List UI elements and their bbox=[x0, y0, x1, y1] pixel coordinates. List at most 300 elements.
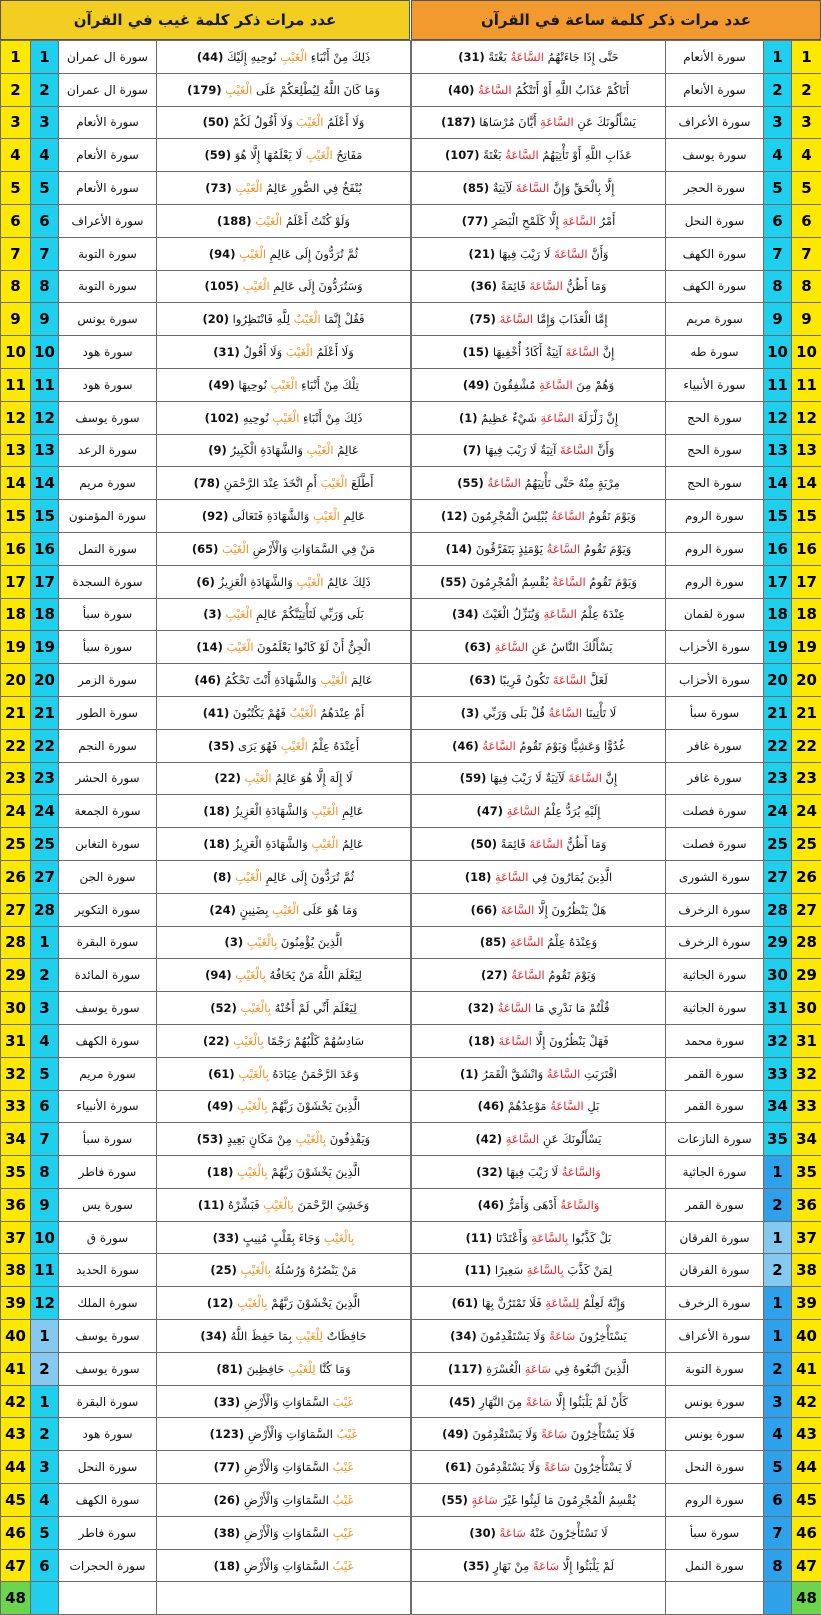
table-row bbox=[1, 664, 411, 697]
ayah-text bbox=[412, 237, 666, 270]
ayah-keyword: الْغَيْبَ bbox=[227, 640, 254, 654]
surah-name: سورة سبأ bbox=[666, 696, 764, 729]
ayah-pre: وَعَدَ الرَّحْمَنُ عِبَادَهُ bbox=[269, 1067, 359, 1081]
ayah-text bbox=[157, 926, 411, 959]
ayah-keyword: السَّاعَةَ bbox=[560, 443, 594, 457]
ayah-pre: تِلْكَ مِنْ أَنْبَاءِ bbox=[298, 378, 359, 392]
ayah-text bbox=[157, 729, 411, 762]
ayah-post: السَّمَاوَاتِ وَالْأَرْضِ bbox=[244, 1493, 333, 1507]
group-index: 9 bbox=[31, 303, 59, 336]
group-index: 2 bbox=[31, 73, 59, 106]
ayah-pre: يَسْأَلُونَكَ عَنِ bbox=[574, 115, 636, 129]
overall-index: 7 bbox=[1, 237, 31, 270]
ayah-keyword: سَاعَةً bbox=[541, 1427, 567, 1441]
overall-index: 27 bbox=[792, 893, 821, 926]
ayah-keyword: بِالْغَيْبِ bbox=[247, 935, 278, 949]
ayah-text bbox=[157, 1287, 411, 1320]
overall-index: 23 bbox=[792, 762, 821, 795]
surah-name: سورة النازعات bbox=[666, 1123, 764, 1156]
table-row bbox=[1, 368, 411, 401]
ayah-text bbox=[412, 172, 666, 205]
surah-name: سورة الأنعام bbox=[59, 139, 157, 172]
table-row bbox=[412, 959, 821, 992]
overall-index: 18 bbox=[792, 598, 821, 631]
group-index: 6 bbox=[31, 1549, 59, 1582]
ayah-ref: (92) bbox=[202, 509, 229, 523]
ayah-keyword: السَّاعَةَ bbox=[516, 181, 550, 195]
ayah-ref: (12) bbox=[207, 1296, 234, 1310]
ayah-keyword: السَّاعَةَ bbox=[568, 771, 602, 785]
group-index: 2 bbox=[764, 1188, 792, 1221]
ayah-pre: وَلَا أَعْلَمُ bbox=[313, 345, 354, 359]
group-index: 19 bbox=[31, 631, 59, 664]
overall-index: 4 bbox=[1, 139, 31, 172]
ayah-text bbox=[412, 1123, 666, 1156]
group-index: 25 bbox=[764, 828, 792, 861]
overall-index: 21 bbox=[1, 696, 31, 729]
ayah-text bbox=[157, 73, 411, 106]
ayah-text bbox=[157, 1484, 411, 1517]
group-index: 6 bbox=[764, 204, 792, 237]
ayah-pre: إِلَّا بِالْحَقِّ وَإِنَّ bbox=[549, 181, 614, 195]
ayah-pre: لَا تَأْتِينَا bbox=[582, 706, 616, 720]
ayah-keyword: بِالْغَيْبِ bbox=[324, 1231, 355, 1245]
ayah-keyword: السَّاعَةِ bbox=[562, 214, 596, 228]
group-index: 11 bbox=[764, 368, 792, 401]
ayah-text bbox=[157, 1156, 411, 1189]
ayah-ref: (49) bbox=[208, 378, 235, 392]
ayah-keyword: الْغَيْبِ bbox=[272, 411, 299, 425]
ayah-text bbox=[412, 73, 666, 106]
ayah-text bbox=[412, 1221, 666, 1254]
surah-name: سورة سبأ bbox=[666, 1516, 764, 1549]
surah-name: سورة الكهف bbox=[666, 237, 764, 270]
ayah-text bbox=[157, 106, 411, 139]
table-row bbox=[412, 828, 821, 861]
ayah-keyword: الْغَيْبِ bbox=[306, 148, 333, 162]
overall-index: 28 bbox=[1, 926, 31, 959]
ayah-ref: (53) bbox=[197, 1132, 224, 1146]
ayah-text bbox=[412, 828, 666, 861]
overall-index: 11 bbox=[1, 368, 31, 401]
surah-name: سورة الجن bbox=[59, 860, 157, 893]
table-row bbox=[412, 631, 821, 664]
ayah-ref: (63) bbox=[464, 640, 491, 654]
ayah-text bbox=[157, 1123, 411, 1156]
overall-index: 46 bbox=[792, 1516, 821, 1549]
table-row bbox=[1, 1418, 411, 1451]
ayah-pre: بَلَى وَرَبِّي لَتَأْتِيَنَّكُمْ عَالِمِ bbox=[252, 607, 363, 621]
ayah-keyword: بِالْغَيْبِ bbox=[241, 1263, 272, 1277]
overall-index: 31 bbox=[1, 1024, 31, 1057]
ayah-ref: (55) bbox=[457, 476, 484, 490]
group-index: 7 bbox=[31, 237, 59, 270]
ayah-pre: لِيَعْلَمَ أَنِّي لَمْ أَخُنْهُ bbox=[271, 1001, 357, 1015]
ayah-keyword: بِالْغَيْبِ bbox=[237, 1165, 268, 1179]
ayah-text bbox=[157, 237, 411, 270]
ayah-ref: (14) bbox=[446, 542, 473, 556]
overall-index: 8 bbox=[1, 270, 31, 303]
overall-index: 40 bbox=[1, 1320, 31, 1353]
overall-index: 28 bbox=[792, 926, 821, 959]
overall-index: 8 bbox=[792, 270, 821, 303]
ayah-pre: عَالِمُ bbox=[334, 443, 359, 457]
ayah-pre: قُلْتُمْ مَا نَدْرِي مَا bbox=[531, 1001, 609, 1015]
ayah-ref: (105) bbox=[204, 279, 239, 293]
overall-index: 47 bbox=[792, 1549, 821, 1582]
ayah-keyword: السَّاعَةُ bbox=[550, 1099, 584, 1113]
ayah-pre: إِنَّ زَلْزَلَةَ bbox=[574, 411, 618, 425]
ayah-keyword: الْغَيْبِ bbox=[235, 870, 262, 884]
ayah-keyword: السَّاعَةُ bbox=[552, 575, 586, 589]
group-index: 6 bbox=[764, 1484, 792, 1517]
surah-name: سورة يوسف bbox=[59, 992, 157, 1025]
ayah-text bbox=[157, 139, 411, 172]
ayah-post: مِنَ النَّهَارِ bbox=[479, 1395, 526, 1409]
overall-index: 16 bbox=[1, 532, 31, 565]
surah-name: سورة يوسف bbox=[59, 1352, 157, 1385]
group-index: 21 bbox=[764, 696, 792, 729]
ayah-keyword: الْغَيْبُ bbox=[294, 312, 321, 326]
surah-name: سورة غافر bbox=[666, 762, 764, 795]
table-row bbox=[1, 1516, 411, 1549]
ayah-post: وَجَاءَ بِقَلْبٍ مُنِيبٍ bbox=[243, 1231, 324, 1245]
surah-name: سورة الأنعام bbox=[666, 73, 764, 106]
table-row bbox=[1, 893, 411, 926]
overall-index: 10 bbox=[792, 336, 821, 369]
surah-name: سورة التوبة bbox=[666, 1352, 764, 1385]
ayah-text bbox=[412, 401, 666, 434]
overall-index: 21 bbox=[792, 696, 821, 729]
surah-name: سورة النجم bbox=[59, 729, 157, 762]
ayah-pre: إِلَيْهِ يُرَدُّ عِلْمُ bbox=[540, 804, 600, 818]
table-row bbox=[412, 467, 821, 500]
ayah-ref: (55) bbox=[440, 575, 467, 589]
group-index: 2 bbox=[31, 1352, 59, 1385]
overall-index: 14 bbox=[792, 467, 821, 500]
overall-index: 38 bbox=[1, 1254, 31, 1287]
ayah-pre: يُقْسِمُ الْمُجْرِمُونَ مَا لَبِثُوا غَيْرَ bbox=[498, 1493, 636, 1507]
ayah-text bbox=[157, 1057, 411, 1090]
surah-name: سورة النحل bbox=[59, 1451, 157, 1484]
group-index: 1 bbox=[764, 1320, 792, 1353]
ayah-pre: أَتَاكُمْ عَذَابُ اللَّهِ أَوْ أَتَتْكُمُ bbox=[512, 83, 630, 97]
ayah-text bbox=[157, 532, 411, 565]
ayah-ref: (46) bbox=[478, 1099, 505, 1113]
ayah-text bbox=[157, 1385, 411, 1418]
ayah-text bbox=[157, 1090, 411, 1123]
ayah-keyword: السَّاعَةُ bbox=[511, 968, 545, 982]
group-index: 8 bbox=[31, 270, 59, 303]
group-index: 1 bbox=[764, 1156, 792, 1189]
ayah-pre: الْجِنُّ أَنْ لَوْ كَانُوا يَعْلَمُونَ bbox=[254, 640, 371, 654]
ayah-pre: الَّذِينَ يُؤْمِنُونَ bbox=[277, 935, 342, 949]
overall-index: 39 bbox=[1, 1287, 31, 1320]
ayah-keyword: السَّاعَةَ bbox=[529, 279, 563, 293]
ghayb-table-panel bbox=[0, 0, 410, 1600]
group-index: 10 bbox=[31, 336, 59, 369]
group-index: 11 bbox=[31, 1254, 59, 1287]
ayah-text bbox=[157, 992, 411, 1025]
group-index: 20 bbox=[31, 664, 59, 697]
surah-name: سورة فصلت bbox=[666, 828, 764, 861]
ayah-keyword: الْغَيْبَ bbox=[296, 115, 323, 129]
ayah-text bbox=[412, 1320, 666, 1353]
group-index: 5 bbox=[764, 1451, 792, 1484]
ayah-keyword: لِلْغَيْبِ bbox=[295, 1329, 323, 1343]
overall-index: 27 bbox=[1, 893, 31, 926]
group-index: 2 bbox=[764, 73, 792, 106]
ayah-text bbox=[412, 1549, 666, 1582]
table-row bbox=[1, 303, 411, 336]
table-row bbox=[1, 139, 411, 172]
ayah-keyword: بِالْغَيْبِ bbox=[237, 1296, 268, 1310]
ayah-keyword: السَّاعَةُ bbox=[547, 1067, 581, 1081]
ayah-text bbox=[157, 1352, 411, 1385]
ayah-text bbox=[412, 598, 666, 631]
ayah-pre: يَسْتَأْخِرُونَ bbox=[575, 1329, 627, 1343]
ayah-post: فَهُمْ يَكْتُبُونَ bbox=[233, 706, 290, 720]
ayah-text bbox=[157, 598, 411, 631]
ayah-text bbox=[412, 139, 666, 172]
table-row bbox=[412, 1549, 821, 1582]
group-index: 8 bbox=[764, 1549, 792, 1582]
overall-index: 1 bbox=[1, 41, 31, 74]
group-index: 33 bbox=[764, 1057, 792, 1090]
ayah-post: حَافِظِينَ bbox=[247, 1362, 288, 1376]
table-row bbox=[1, 729, 411, 762]
overall-index: 34 bbox=[792, 1123, 821, 1156]
ayah-text bbox=[412, 1582, 666, 1615]
ayah-ref: (3) bbox=[203, 607, 222, 621]
surah-name: سورة التوبة bbox=[59, 270, 157, 303]
table-row bbox=[1, 401, 411, 434]
ayah-ref: (50) bbox=[470, 837, 497, 851]
ayah-ref: (18) bbox=[214, 1559, 241, 1573]
ayah-ref: (85) bbox=[480, 935, 507, 949]
ayah-keyword: السَّاعَةَ bbox=[529, 837, 563, 851]
table-row bbox=[412, 237, 821, 270]
ayah-pre: ثُمَّ تُرَدُّونَ إِلَى عَالِمِ bbox=[266, 247, 358, 261]
ayah-pre: عَالِمُ bbox=[338, 837, 363, 851]
ayah-ref: (12) bbox=[441, 509, 468, 523]
surah-name: سورة يونس bbox=[666, 1385, 764, 1418]
ayah-post: وَلَا أَقُولُ bbox=[243, 345, 285, 359]
ayah-ref: (30) bbox=[469, 1526, 496, 1540]
ayah-pre: عَالِمَ bbox=[347, 673, 372, 687]
ayah-keyword: السَّاعَةُ bbox=[547, 542, 581, 556]
overall-index: 29 bbox=[1, 959, 31, 992]
group-index: 20 bbox=[764, 664, 792, 697]
ayah-text bbox=[412, 565, 666, 598]
group-index: 2 bbox=[764, 1352, 792, 1385]
overall-index: 38 bbox=[792, 1254, 821, 1287]
ayah-keyword: السَّاعَةَ bbox=[500, 312, 534, 326]
surah-name: سورة الروم bbox=[666, 532, 764, 565]
group-index: 22 bbox=[764, 729, 792, 762]
surah-name: سورة الزخرف bbox=[666, 893, 764, 926]
overall-index: 46 bbox=[1, 1516, 31, 1549]
ayah-keyword: سَاعَةً bbox=[533, 1559, 559, 1573]
ayah-ref: (8) bbox=[213, 870, 232, 884]
table-row bbox=[412, 992, 821, 1025]
ayah-ref: (94) bbox=[209, 247, 236, 261]
table-row bbox=[1, 959, 411, 992]
overall-index: 30 bbox=[1, 992, 31, 1025]
group-index: 5 bbox=[31, 172, 59, 205]
group-index bbox=[31, 1582, 59, 1615]
table-row bbox=[412, 1516, 821, 1549]
overall-index: 35 bbox=[1, 1156, 31, 1189]
ayah-pre: لَمْ يَلْبَثُوا إِلَّا bbox=[559, 1559, 614, 1573]
ayah-ref: (31) bbox=[213, 345, 240, 359]
ayah-ref: (55) bbox=[441, 1493, 468, 1507]
ayah-post: لَا رَيْبَ فِيهَا bbox=[506, 1165, 561, 1179]
overall-index: 19 bbox=[1, 631, 31, 664]
ayah-ref: (66) bbox=[471, 903, 498, 917]
table-row bbox=[412, 926, 821, 959]
ayah-ref: (6) bbox=[196, 575, 215, 589]
ayah-keyword: غَيْبِ bbox=[333, 1526, 354, 1540]
ayah-pre: حَتَّى إِذَا جَاءَتْهُمُ bbox=[544, 50, 619, 64]
ayah-post: السَّمَاوَاتِ وَالْأَرْضِ bbox=[248, 1427, 337, 1441]
ayah-keyword: الْغَيْبِ bbox=[271, 378, 298, 392]
table-row bbox=[412, 1254, 821, 1287]
table-row bbox=[1, 631, 411, 664]
group-index: 1 bbox=[31, 41, 59, 74]
ayah-ref: (47) bbox=[477, 804, 504, 818]
ayah-keyword: الْغَيْبِ bbox=[311, 804, 338, 818]
ayah-post: وَالشَّهَادَةِ فَتَعَالَى bbox=[232, 509, 313, 523]
ayah-ref: (179) bbox=[187, 83, 222, 97]
surah-name: سورة التغابن bbox=[59, 828, 157, 861]
group-index: 1 bbox=[764, 1221, 792, 1254]
ayah-text bbox=[157, 500, 411, 533]
ayah-ref: (1) bbox=[459, 411, 478, 425]
ayah-pre: وَمَا أَظُنُّ bbox=[563, 279, 607, 293]
ayah-keyword: بِالْغَيْبِ bbox=[263, 1198, 294, 1212]
surah-name: سورة هود bbox=[59, 1418, 157, 1451]
ayah-post: قَائِمَةً bbox=[501, 837, 530, 851]
table-row bbox=[1, 1090, 411, 1123]
ayah-post: قُلْ بَلَى وَرَبِّي bbox=[483, 706, 549, 720]
ayah-keyword: بِالْغَيْبِ bbox=[296, 1132, 327, 1146]
overall-index: 15 bbox=[792, 500, 821, 533]
ayah-ref: (7) bbox=[463, 443, 482, 457]
overall-index: 23 bbox=[1, 762, 31, 795]
group-index: 23 bbox=[764, 762, 792, 795]
surah-name: سورة سبأ bbox=[59, 631, 157, 664]
ayah-ref: (187) bbox=[441, 115, 476, 129]
surah-name bbox=[59, 1582, 157, 1615]
ayah-text bbox=[412, 762, 666, 795]
ayah-pre: الَّذِينَ يَخْشَوْنَ رَبَّهُمْ bbox=[268, 1296, 361, 1310]
group-index: 11 bbox=[31, 368, 59, 401]
surah-name: سورة الفرقان bbox=[666, 1221, 764, 1254]
ayah-text bbox=[157, 270, 411, 303]
ayah-keyword: السَّاعَةِ bbox=[543, 607, 577, 621]
ayah-pre: لَا تَسْتَأْخِرُونَ عَنْهُ bbox=[526, 1526, 608, 1540]
group-index: 31 bbox=[764, 992, 792, 1025]
table-row bbox=[412, 1582, 821, 1615]
ayah-pre: الَّذِينَ يَخْشَوْنَ رَبَّهُمْ bbox=[268, 1099, 361, 1113]
table-row bbox=[412, 1188, 821, 1221]
ayah-keyword: بِالسَّاعَةِ bbox=[531, 1231, 568, 1245]
group-index: 2 bbox=[31, 959, 59, 992]
surah-name: سورة الأنعام bbox=[666, 41, 764, 74]
overall-index: 4 bbox=[792, 139, 821, 172]
surah-name: سورة القمر bbox=[666, 1188, 764, 1221]
ayah-ref: (102) bbox=[205, 411, 240, 425]
overall-index: 16 bbox=[792, 532, 821, 565]
ayah-keyword: سَاعَةً bbox=[526, 1395, 552, 1409]
ayah-keyword: السَّاعَةَ bbox=[501, 903, 535, 917]
surah-name: سورة الأنبياء bbox=[666, 368, 764, 401]
surah-name: سورة الروم bbox=[666, 565, 764, 598]
table-row bbox=[1, 1123, 411, 1156]
surah-name: سورة الحجرات bbox=[59, 1549, 157, 1582]
ayah-keyword: السَّاعَةَ bbox=[553, 673, 587, 687]
ayah-post: وَلَا يَسْتَقْدِمُونَ bbox=[475, 1460, 544, 1474]
ayah-text bbox=[412, 1156, 666, 1189]
table-row bbox=[412, 664, 821, 697]
ayah-keyword: السَّاعَةُ bbox=[510, 50, 544, 64]
ayah-post: مِنْ مَكَانٍ بَعِيدٍ bbox=[227, 1132, 296, 1146]
ayah-post: لِلَّهِ فَانْتَظِرُوا bbox=[233, 312, 294, 326]
ayah-keyword: الْغَيْبِ bbox=[296, 575, 323, 589]
ayah-post: بَغْتَةً bbox=[488, 50, 510, 64]
ayah-keyword: بِالسَّاعَةِ bbox=[527, 1263, 564, 1277]
ayah-post: نُوحِيهِ إِلَيْكَ bbox=[227, 50, 280, 64]
ayah-keyword: الْغَيْبِ bbox=[245, 771, 272, 785]
ayah-ref: (25) bbox=[210, 1263, 237, 1277]
ayah-text bbox=[157, 1451, 411, 1484]
ayah-ref: (61) bbox=[208, 1067, 235, 1081]
ayah-text bbox=[412, 1090, 666, 1123]
ayah-text bbox=[157, 1516, 411, 1549]
surah-name: سورة النمل bbox=[666, 1549, 764, 1582]
surah-name: سورة الأحزاب bbox=[666, 664, 764, 697]
ayah-ref: (38) bbox=[214, 1526, 241, 1540]
ayah-post: أَيَّانَ مُرْسَاهَا bbox=[479, 115, 540, 129]
table-row bbox=[1, 1352, 411, 1385]
table-row bbox=[412, 1221, 821, 1254]
table-row bbox=[1, 532, 411, 565]
ayah-text bbox=[412, 1352, 666, 1385]
table-row bbox=[1, 1451, 411, 1484]
ayah-post: شَيْءٌ عَظِيمٌ bbox=[481, 411, 540, 425]
group-index: 13 bbox=[764, 434, 792, 467]
ayah-ref: (41) bbox=[203, 706, 230, 720]
table-row bbox=[412, 336, 821, 369]
group-index: 1 bbox=[31, 1385, 59, 1418]
table-row bbox=[1, 172, 411, 205]
ayah-text bbox=[412, 631, 666, 664]
ayah-ref: (81) bbox=[216, 1362, 243, 1376]
table-row bbox=[1, 1582, 411, 1615]
ayah-text bbox=[412, 467, 666, 500]
ayah-pre: وَيَوْمَ تَقُومُ bbox=[545, 968, 596, 982]
table-row bbox=[1, 500, 411, 533]
table-row bbox=[1, 1320, 411, 1353]
surah-name: سورة البقرة bbox=[59, 1385, 157, 1418]
overall-index: 15 bbox=[1, 500, 31, 533]
group-index: 3 bbox=[764, 1385, 792, 1418]
ayah-keyword: السَّاعَةِ bbox=[495, 870, 529, 884]
surah-name: سورة الكهف bbox=[59, 1484, 157, 1517]
ayah-ref: (46) bbox=[478, 1198, 505, 1212]
ayah-keyword: غَيْبَ bbox=[333, 1395, 354, 1409]
